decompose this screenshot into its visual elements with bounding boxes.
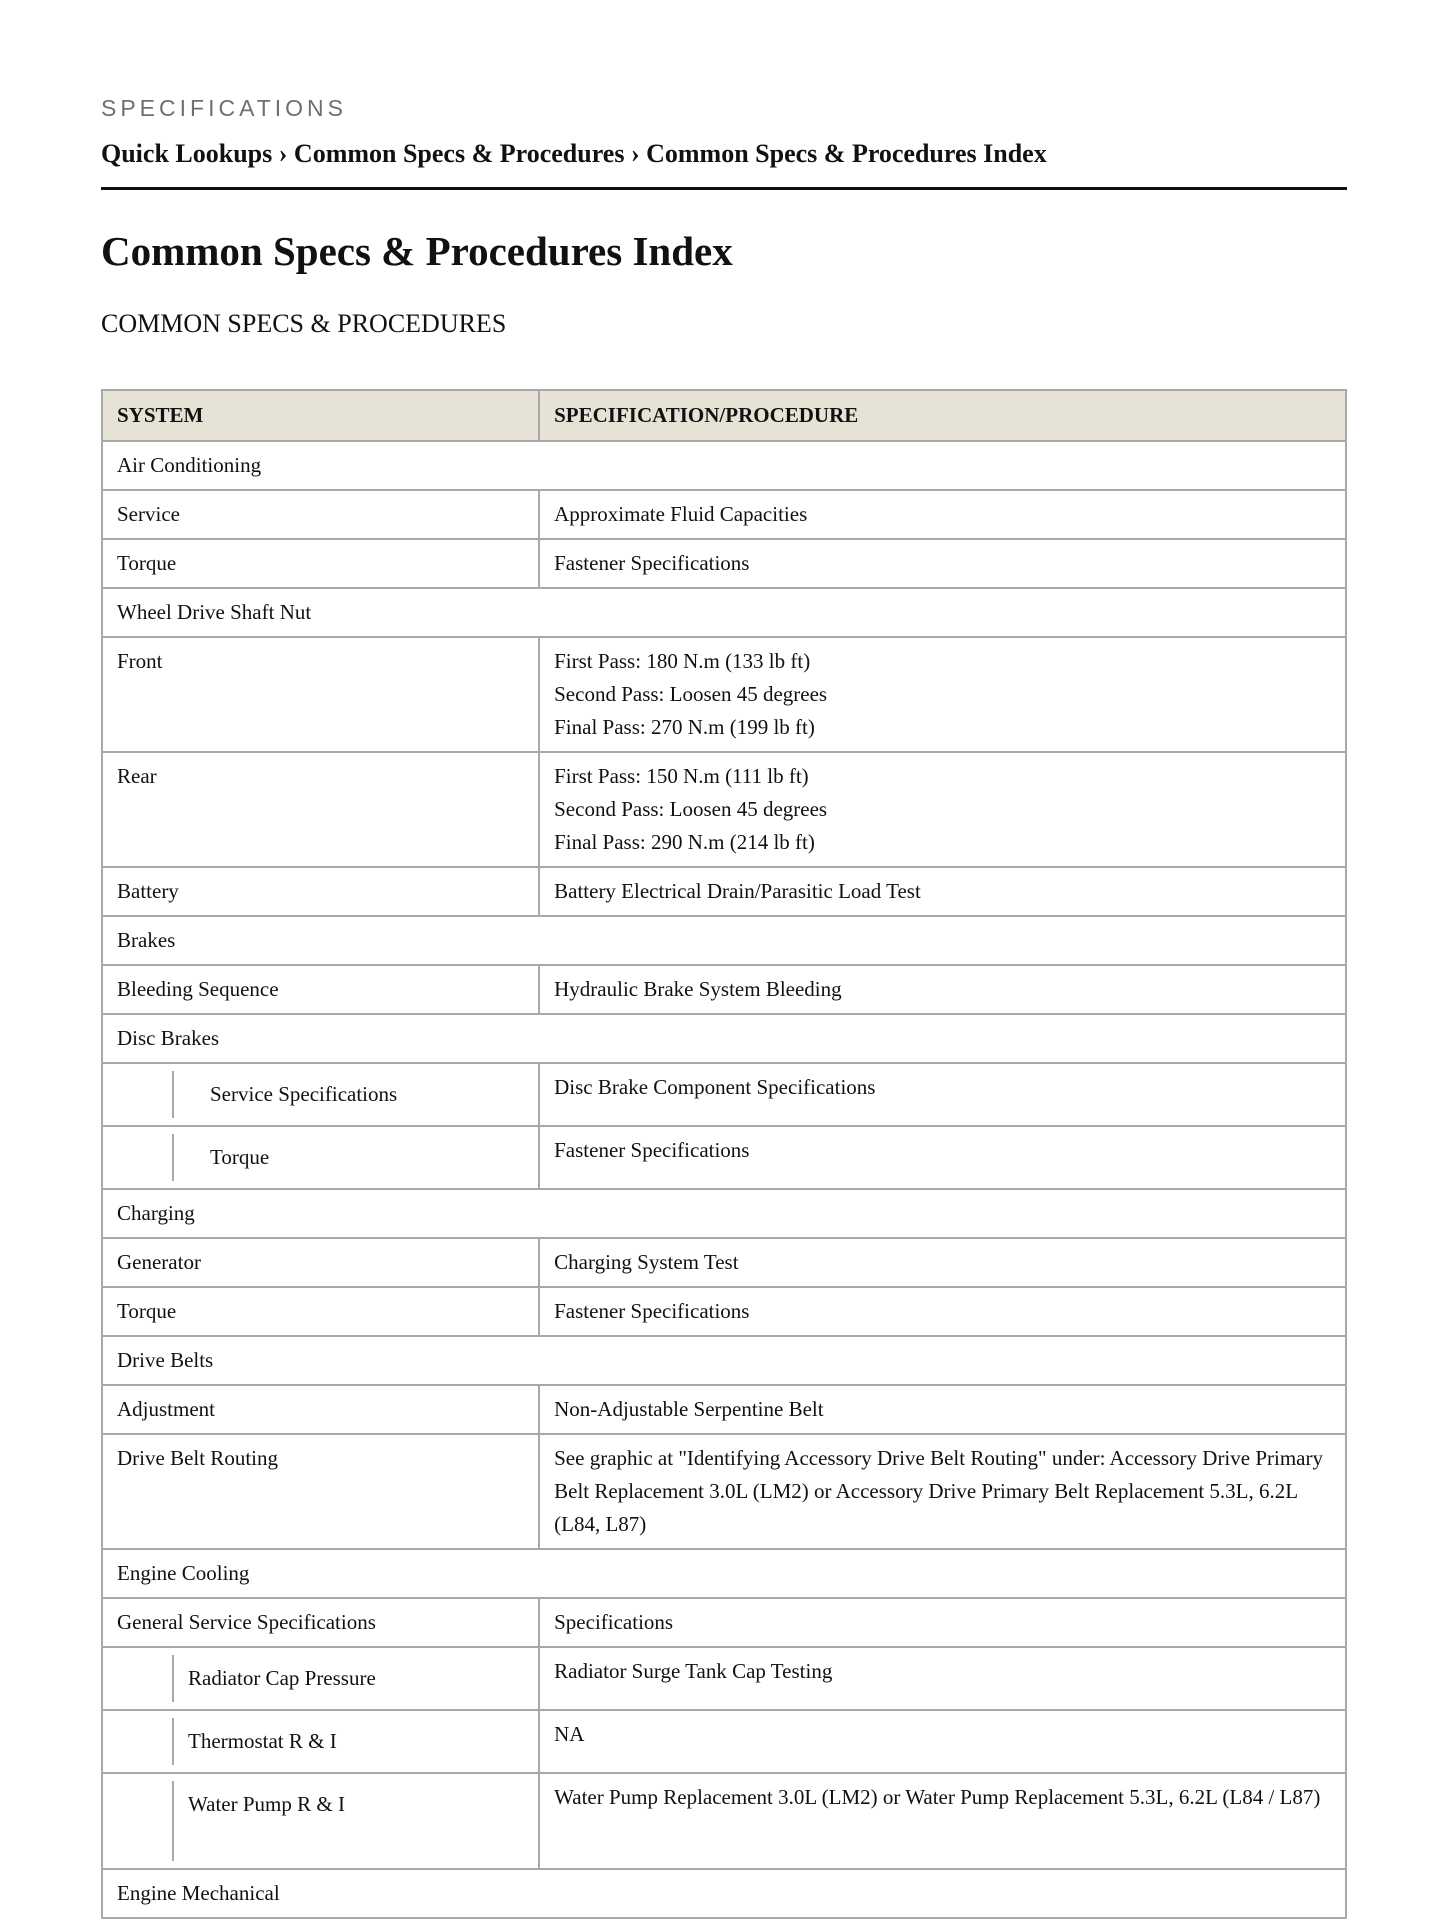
spec-line: Final Pass: 290 N.m (214 lb ft) [554,830,815,854]
table-row [102,1189,1346,1238]
breadcrumb-item-quick-lookups[interactable]: Quick Lookups [101,139,273,168]
table-row [102,1434,1346,1549]
table-row [102,1710,1346,1773]
breadcrumb [101,138,1047,170]
group-label: Brakes [102,916,1346,965]
spec-line: First Pass: 150 N.m (111 lb ft) [554,764,809,788]
breadcrumb-separator: › [630,139,640,168]
table-row [102,965,1346,1014]
table-row [102,1336,1346,1385]
table-row [102,1598,1346,1647]
spec-link[interactable]: Battery Electrical Drain/Parasitic Load Test [539,867,1346,916]
table-row [102,1238,1346,1287]
system-cell: General Service Specifications [102,1598,539,1647]
section-kicker: SPECIFICATIONS [101,95,347,121]
system-cell [102,1126,539,1189]
system-cell [102,1647,539,1710]
system-label: Thermostat R & I [188,1729,337,1753]
spec-link[interactable]: Disc Brake Component Specifications [539,1063,1346,1126]
spec-link[interactable]: Approximate Fluid Capacities [539,490,1346,539]
group-label: Engine Mechanical [102,1869,1346,1918]
table-row [102,752,1346,867]
page-title: Common Specs & Procedures Index [101,228,733,274]
system-cell [102,1773,539,1869]
system-cell: Battery [102,867,539,916]
spec-cell[interactable]: See graphic at "Identifying Accessory Drive Belt Routing" under: Accessory Drive Primary Belt Replacement 3.0L (LM2) or Accessory Drive Primary Belt Replacement 5.3L, 6.2L (L84, L87) [539,1434,1346,1549]
specs-table [101,389,1347,1919]
spec-line: Second Pass: Loosen 45 degrees [554,682,828,706]
table-row [102,1063,1346,1126]
spec-link[interactable]: Radiator Surge Tank Cap Testing [539,1647,1346,1710]
table-row [102,1869,1346,1918]
table-header-row [102,390,1346,441]
table-row [102,588,1346,637]
table-row [102,1773,1346,1869]
indent-gutter [117,1781,174,1861]
header-divider [101,187,1347,190]
spec-cell: Non-Adjustable Serpentine Belt [539,1385,1346,1434]
table-row [102,1014,1346,1063]
system-cell: Service [102,490,539,539]
table-row [102,441,1346,490]
system-label: Radiator Cap Pressure [188,1666,376,1690]
table-row [102,1549,1346,1598]
spec-link[interactable]: Fastener Specifications [539,1287,1346,1336]
indent-gutter [117,1718,174,1765]
spec-line: First Pass: 180 N.m (133 lb ft) [554,649,811,673]
table-row [102,1126,1346,1189]
group-label: Air Conditioning [102,441,1346,490]
system-cell: Torque [102,539,539,588]
spec-cell: NA [539,1710,1346,1773]
system-label: Water Pump R & I [188,1792,345,1816]
breadcrumb-item-current: Common Specs & Procedures Index [646,139,1047,168]
subgroup-label: Disc Brakes [102,1014,1346,1063]
group-label: Wheel Drive Shaft Nut [102,588,1346,637]
column-header-system: SYSTEM [102,390,539,441]
table-row [102,867,1346,916]
section-title: COMMON SPECS & PROCEDURES [101,309,507,338]
spec-link[interactable]: Specifications [539,1598,1346,1647]
table-row [102,1647,1346,1710]
system-cell: Front [102,637,539,752]
spec-link[interactable]: Fastener Specifications [539,539,1346,588]
system-cell: Torque [102,1287,539,1336]
breadcrumb-separator: › [278,139,288,168]
indent-gutter [117,1071,174,1118]
indent-gutter [117,1134,174,1181]
indent-gutter [117,1655,174,1702]
spec-cell [539,637,1346,752]
spec-link[interactable]: Water Pump Replacement 3.0L (LM2) or Water Pump Replacement 5.3L, 6.2L (L84 / L87) [539,1773,1346,1869]
spec-line: Second Pass: Loosen 45 degrees [554,797,828,821]
system-cell [102,1063,539,1126]
table-row [102,1385,1346,1434]
breadcrumb-item-common-specs[interactable]: Common Specs & Procedures [293,139,625,168]
group-label: Charging [102,1189,1346,1238]
group-label: Drive Belts [102,1336,1346,1385]
spec-link[interactable]: Hydraulic Brake System Bleeding [539,965,1346,1014]
group-label: Engine Cooling [102,1549,1346,1598]
table-row [102,916,1346,965]
system-cell: Adjustment [102,1385,539,1434]
table-row [102,490,1346,539]
table-row [102,637,1346,752]
table-row [102,539,1346,588]
system-label: Torque [210,1145,270,1169]
spec-line: Final Pass: 270 N.m (199 lb ft) [554,715,815,739]
system-label: Service Specifications [210,1082,398,1106]
spec-link[interactable]: Charging System Test [539,1238,1346,1287]
system-cell: Rear [102,752,539,867]
system-cell [102,1710,539,1773]
system-cell: Generator [102,1238,539,1287]
spec-cell [539,752,1346,867]
system-cell: Drive Belt Routing [102,1434,539,1549]
system-cell: Bleeding Sequence [102,965,539,1014]
column-header-spec: SPECIFICATION/PROCEDURE [539,390,1346,441]
spec-link[interactable]: Fastener Specifications [539,1126,1346,1189]
table-row [102,1287,1346,1336]
